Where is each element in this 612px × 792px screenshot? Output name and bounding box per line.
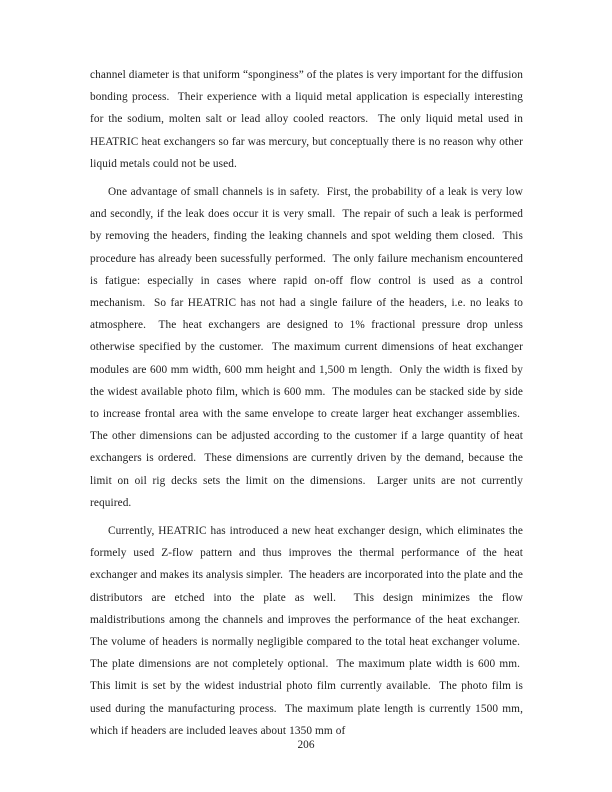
- paragraph-2: One advantage of small channels is in safety. First, the probability of a leak is very low and secondly, if the leak does occur it is very small. The repair of such a leak is performed by removing the headers, finding the leaking channels and spot welding them closed. This procedure has already been sucessfully performed. The only failure mechanism encountered is fatigue: especially in cases where rapid on-off flow control is used as a control mechanism. So far HEATRIC has not had a single failure of the headers, i.e. no leaks to atmosphere. The heat exchangers are designed to 1% fractional pressure drop unless otherwise specified by the customer. The maximum current dimensions of heat exchanger modules are 600 mm width, 600 mm height and 1,500 m length. Only the width is fixed by the widest available photo film, which is 600 mm. The modules can be stacked side by side to increase frontal area with the same envelope to create larger heat exchanger assemblies. The other dimensions can be adjusted according to the customer if a large quantity of heat exchangers is ordered. These dimensions are currently driven by the demand, because the limit on oil rig decks sets the limit on the dimensions. Larger units are not currently required.: [90, 186, 523, 509]
- page-body: [90, 64, 523, 742]
- paragraph-1: channel diameter is that uniform “sponginess” of the plates is very important for the diffusion bonding process. Their experience with a liquid metal application is especially interesting for the sodium, molten salt or lead alloy cooled reactors. The only liquid metal used in HEATRIC heat exchangers so far was mercury, but conceptually there is no reason why other liquid metals could not be used.: [90, 69, 523, 170]
- page-number: 206: [297, 739, 315, 751]
- paragraph-3: Currently, HEATRIC has introduced a new heat exchanger design, which eliminates the formely used Z-flow pattern and thus improves the thermal performance of the heat exchanger and makes its analysis simpler. The headers are incorporated into the plate and the distributors are etched into the plate as well. This design minimizes the flow maldistributions among the channels and improves the performance of the heat exchanger. The volume of headers is normally negligible compared to the total heat exchanger volume. The plate dimensions are not completely optional. The maximum plate width is 600 mm. This limit is set by the widest industrial photo film currently available. The photo film is used during the manufacturing process. The maximum plate length is currently 1500 mm, which if headers are included leaves about 1350 mm of: [90, 525, 523, 737]
